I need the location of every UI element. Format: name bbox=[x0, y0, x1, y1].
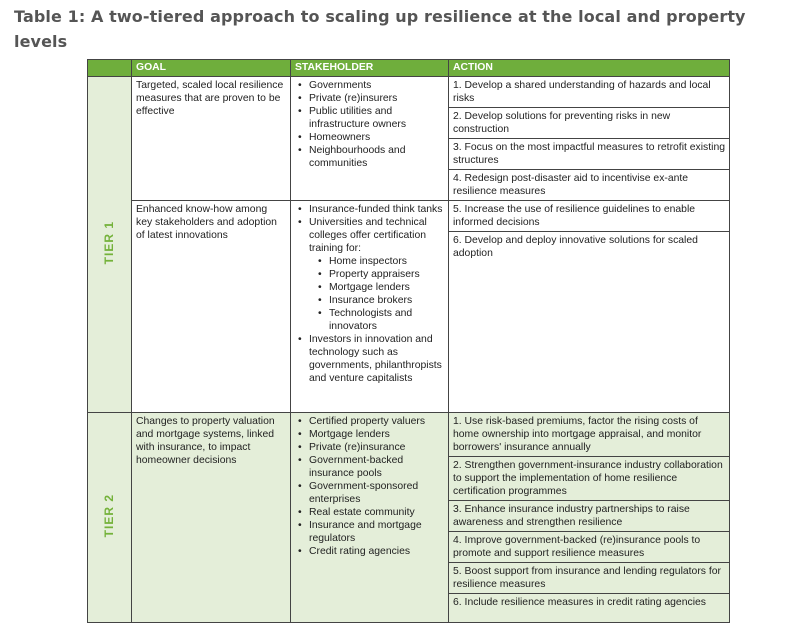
header-action: ACTION bbox=[449, 60, 730, 77]
action-cell bbox=[449, 201, 730, 413]
stakeholder-item: • Mortgage lenders bbox=[295, 428, 444, 441]
stakeholder-item bbox=[295, 216, 444, 333]
tier2-label-cell bbox=[88, 413, 132, 623]
action-item: 3. Focus on the most impactful measures to retrofit existing structures bbox=[449, 139, 729, 170]
action-item: 6. Develop and deploy innovative solutions for scaled adoption bbox=[453, 235, 698, 259]
tier1-label: TIER 1 bbox=[102, 220, 116, 265]
action-item: 4. Redesign post-disaster aid to incentivise ex-ante resilience measures bbox=[453, 173, 689, 197]
stakeholder-cell bbox=[291, 201, 449, 413]
stakeholder-item: • Private (re)insurers bbox=[295, 92, 444, 105]
stakeholder-item: • Government-sponsored enterprises bbox=[295, 480, 444, 506]
action-item: 3. Enhance insurance industry partnerships to raise awareness and strengthen resilience bbox=[449, 501, 729, 532]
sub-stakeholder-list bbox=[295, 255, 444, 333]
stakeholder-cell bbox=[291, 77, 449, 201]
action-item: 2. Develop solutions for preventing risks in new construction bbox=[449, 108, 729, 139]
sub-stakeholder-item: • Mortgage lenders bbox=[315, 281, 444, 294]
header-stakeholder: STAKEHOLDER bbox=[291, 60, 449, 77]
action-cell bbox=[449, 77, 730, 201]
header-row bbox=[88, 60, 730, 77]
tier1-label-cell bbox=[88, 77, 132, 413]
stakeholder-item: • Private (re)insurance bbox=[295, 441, 444, 454]
stakeholder-item: • Public utilities and infrastructure owners bbox=[295, 105, 444, 131]
action-item: 5. Boost support from insurance and lending regulators for resilience measures bbox=[449, 563, 729, 594]
sub-stakeholder-item: • Technologists and innovators bbox=[315, 307, 444, 333]
action-item: 5. Increase the use of resilience guidelines to enable informed decisions bbox=[449, 201, 729, 232]
stakeholder-cell bbox=[291, 413, 449, 623]
action-item: 1. Use risk-based premiums, factor the rising costs of home ownership into mortgage appraisal, and monitor borrowers' insurance annually bbox=[449, 413, 729, 457]
stakeholder-item: • Real estate community bbox=[295, 506, 444, 519]
tier2-row-1 bbox=[88, 413, 730, 623]
sub-stakeholder-item: • Insurance brokers bbox=[315, 294, 444, 307]
header-goal: GOAL bbox=[132, 60, 291, 77]
stakeholder-item: • Homeowners bbox=[295, 131, 444, 144]
stakeholder-item: • Governments bbox=[295, 79, 444, 92]
stakeholder-item: • Neighbourhoods and communities bbox=[295, 144, 444, 170]
stakeholder-item: • Insurance and mortgage regulators bbox=[295, 519, 444, 545]
sub-stakeholder-item: • Property appraisers bbox=[315, 268, 444, 281]
stakeholder-list bbox=[295, 415, 444, 558]
resilience-table bbox=[87, 59, 730, 623]
stakeholder-item: • Government-backed insurance pools bbox=[295, 454, 444, 480]
header-tier bbox=[88, 60, 132, 77]
action-item: 6. Include resilience measures in credit rating agencies bbox=[453, 597, 706, 608]
goal-cell: Targeted, scaled local resilience measures that are proven to be effective bbox=[132, 77, 291, 201]
stakeholder-list bbox=[295, 79, 444, 170]
stakeholder-item: • Insurance-funded think tanks bbox=[295, 203, 444, 216]
action-item: 1. Develop a shared understanding of hazards and local risks bbox=[449, 77, 729, 108]
stakeholder-item: • Certified property valuers bbox=[295, 415, 444, 428]
action-cell bbox=[449, 413, 730, 623]
action-item: 2. Strengthen government-insurance industry collaboration to support the implementation of home resilience certification programmes bbox=[449, 457, 729, 501]
action-item: 4. Improve government-backed (re)insurance pools to promote and support resilience measures bbox=[449, 532, 729, 563]
goal-cell: Changes to property valuation and mortgage systems, linked with insurance, to impact homeowner decisions bbox=[132, 413, 291, 623]
tier1-row-2 bbox=[88, 201, 730, 413]
stakeholder-item: • Credit rating agencies bbox=[295, 545, 444, 558]
stakeholder-item-text: Universities and technical colleges offer certification training for: bbox=[309, 217, 427, 254]
tier2-label: TIER 2 bbox=[102, 493, 116, 538]
sub-stakeholder-item: • Home inspectors bbox=[315, 255, 444, 268]
goal-cell: Enhanced know-how among key stakeholders and adoption of latest innovations bbox=[132, 201, 291, 413]
stakeholder-list bbox=[295, 203, 444, 385]
tier1-row-1 bbox=[88, 77, 730, 201]
table-caption: Table 1: A two-tiered approach to scaling up resilience at the local and property levels bbox=[14, 7, 746, 51]
stakeholder-item: • Investors in innovation and technology such as governments, philanthropists and venture capitalists bbox=[295, 333, 444, 385]
